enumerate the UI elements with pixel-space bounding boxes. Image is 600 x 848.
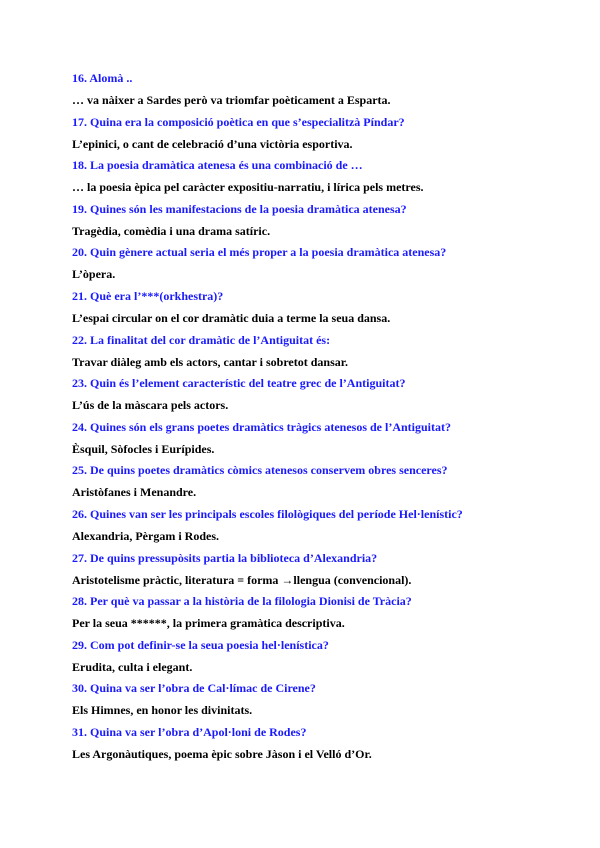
qa-item [72, 202, 572, 246]
answer: Les Argonàutiques, poema èpic sobre Jàson i el Velló d’Or. [72, 746, 372, 761]
answer: Els Himnes, en honor les divinitats. [72, 703, 253, 718]
document-page [72, 71, 572, 769]
answer: … la poesia èpica pel caràcter expositiu-narratiu, i lírica pels metres. [72, 180, 424, 195]
qa-item [72, 158, 572, 202]
answer: Aristòfanes i Menandre. [72, 485, 197, 500]
question: 16. Alomà .. [72, 71, 133, 85]
qa-item [72, 376, 572, 420]
qa-item [72, 594, 572, 638]
question: 17. Quina era la composició poètica en que s’especialitzà Píndar? [72, 114, 405, 129]
answer: L’òpera. [72, 267, 116, 282]
question: 26. Quines van ser les principals escoles filològiques del període Hel·lenístic? [72, 506, 463, 521]
question: 18. La poesia dramàtica atenesa és una combinació de … [72, 158, 363, 173]
question: 27. De quins pressupòsits partia la biblioteca d’Alexandria? [72, 550, 378, 565]
question: 20. Quin gènere actual seria el més proper a la poesia dramàtica atenesa? [72, 245, 447, 260]
question: 24. Quines són els grans poetes dramàtics tràgics atenesos de l’Antiguitat? [72, 419, 451, 434]
qa-item [72, 507, 572, 551]
answer: Travar diàleg amb els actors, cantar i sobretot dansar. [72, 354, 348, 369]
qa-item [72, 551, 572, 595]
answer: Tragèdia, comèdia i una drama satíric. [72, 223, 271, 238]
answer: … va nàixer a Sardes però va triomfar poèticament a Esparta. [72, 93, 391, 107]
answer: L’espai circular on el cor dramàtic duia a terme la seua dansa. [72, 310, 391, 325]
answer: Erudita, culta i elegant. [72, 659, 193, 674]
qa-item [72, 289, 572, 333]
qa-item [72, 725, 572, 769]
question: 25. De quins poetes dramàtics còmics atenesos conservem obres senceres? [72, 463, 448, 478]
question: 28. Per què va passar a la història de la filologia Dionisi de Tràcia? [72, 594, 412, 609]
answer: Èsquil, Sòfocles i Eurípides. [72, 441, 215, 456]
question: 30. Quina va ser l’obra de Cal·límac de Cirene? [72, 681, 316, 696]
qa-item [72, 681, 572, 725]
question: 22. La finalitat del cor dramàtic de l’Antiguitat és: [72, 332, 331, 347]
question: 19. Quines són les manifestacions de la poesia dramàtica atenesa? [72, 201, 407, 216]
question: 29. Com pot definir-se la seua poesia hel·lenística? [72, 637, 329, 652]
question: 21. Què era l’***(orkhestra)? [72, 288, 224, 303]
answer: Aristotelisme pràctic, literatura = forma →llengua (convencional). [72, 572, 412, 587]
qa-item [72, 420, 572, 464]
qa-item [72, 245, 572, 289]
question: 23. Quin és l’element característic del teatre grec de l’Antiguitat? [72, 376, 406, 391]
qa-item [72, 638, 572, 682]
answer: L’ús de la màscara pels actors. [72, 398, 229, 413]
qa-item [72, 115, 572, 159]
qa-item [72, 463, 572, 507]
qa-item [72, 333, 572, 377]
answer: L’epinici, o cant de celebració d’una victòria esportiva. [72, 136, 353, 151]
qa-item [72, 71, 572, 115]
answer: Per la seua ******, la primera gramàtica descriptiva. [72, 616, 345, 631]
answer: Alexandria, Pèrgam i Rodes. [72, 528, 219, 543]
question: 31. Quina va ser l’obra d’Apol·loni de Rodes? [72, 724, 307, 739]
